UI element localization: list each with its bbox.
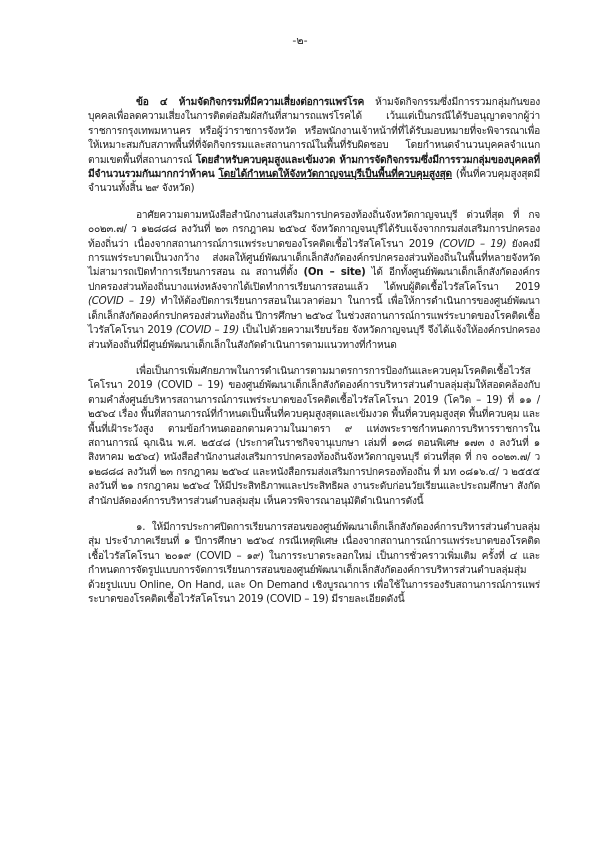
clause-4-tail: (พื้นที่ควบคุมสูงสุดมีจำนวนทั้งสิ้น ๒๙ จังหวัด): [88, 169, 540, 195]
measures-paragraph: เพื่อเป็นการเพิ่มศักยภาพในการดำเนินการตามมาตรการการป้องกันและควบคุมโรคติดเชื้อไวรัสโคโรนา 2019 (COVID – 19) ของศูนย์พัฒนาเด็กเล็กสังกัดองค์การบริหารส่วนตำบลลุ่มสุ่มให้สอดคล้องกับตามคำสั่งศูนย์บริหารสถานการณ์การแพร่ระบาดของโรคติดเชื้อไวรัสโคโรนา 2019 (โควิด – 19) ที่ ๑๑ / ๒๕๖๔ เรื่อง พื้นที่สถานการณ์ที่กำหนดเป็นพื้นที่ควบคุมสูงสุดและเข้มงวด พื้นที่ควบคุมสูงสุด พื้นที่ควบคุม และพื้นที่เฝ้าระวังสูง ตามข้อกำหนดออกตามความในมาตรา ๙ แห่งพระราชกำหนดการบริหารราชการในสถานการณ์ ฉุกเฉิน พ.ศ. ๒๕๔๘ (ประกาศในราชกิจจานุเบกษา เล่มที่ ๑๓๘ ตอนพิเศษ ๑๗๓ ง ลงวันที่ ๑ สิงหาคม ๒๕๖๔) หนังสือสำนักงานส่งเสริมการปกครองท้องถิ่นจังหวัดกาญจนบุรี ด่วนที่สุด ที่ กจ ๐๐๒๓.๗/ ว ๑๒๘๘๘ ลงวันที่ ๒๓ กรกฎาคม ๒๕๖๔ และหนังสือกรมส่งเสริมการปกครองท้องถิ่น ที่ มท ๐๘๑๖.๔/ ว ๒๕๕๕ ลงวันที่ ๒๑ กรกฎาคม ๒๕๖๔ ให้มีประสิทธิภาพและประสิทธิผล งานระดับก่อนวัยเรียนและประถมศึกษา สังกัดสำนักปลัดองค์การบริหารส่วนตำบลลุ่มสุ่ม เห็นควรพิจารณาอนุมัติดำเนินการดังนี้: [88, 365, 540, 507]
item-1-paragraph: ๑. ให้มีการประกาศปิดการเรียนการสอนของศูนย์พัฒนาเด็กเล็กสังกัดองค์การบริหารส่วนตำบลลุ่มสุ่ม ประจำภาคเรียนที่ ๑ ปีการศึกษา ๒๕๖๔ กรณีเหตุพิเศษ เนื่องจากสถานการณ์การแพร่ระบาดของโรคติดเชื้อไวรัสโคโรนา ๒๐๑๙ (COVID – ๑๙) ในการระบาดระลอกใหม่ เป็นการชั่วคราวเพิ่มเติม ครั้งที่ ๔ และกำหนดการจัดรูปแบบการจัดการเรียนการสอนของศูนย์พัฒนาเด็กเล็กสังกัดองค์การบริหารส่วนตำบลลุ่มสุ่ม ด้วยรูปแบบ Online, On Hand, และ On Demand เชิงบูรณาการ เพื่อใช้ในการรองรับสถานการณ์การแพร่ระบาดของโรคติดเชื้อไวรัสโคโรนา 2019 (COVID – 19) มีรายละเอียดดังนี้: [88, 521, 540, 605]
clause-4-heading: ข้อ ๔ ห้ามจัดกิจกรรมที่มีความเสี่ยงต่อการแพร่โรค: [136, 97, 365, 108]
page-number: -๒-: [292, 34, 308, 47]
notice-text-1: อาศัยความตามหนังสือสำนักงานส่งเสริมการปกครองท้องถิ่นจังหวัดกาญจนบุรี ด่วนที่สุด ที่ กจ ๐๐๒๓.๗/ ว ๑๒๘๘๘ ลงวันที่ ๒๓ กรกฎาคม ๒๕๖๔ จังหวัดกาญจนบุรีได้รับแจ้งจากกรมส่งเสริมการปกครองท้องถิ่นว่า เนื่องจากสถานการณ์การแพร่ระบาดของโรคติดเชื้อไวรัสโคโรนา 2019: [88, 209, 540, 250]
clause-4-underlined-rule: โดยได้กำหนดให้จังหวัดกาญจนบุรีเป็นพื้นที่ควบคุมสูงสุด: [218, 169, 452, 181]
notice-covid-2: (COVID – 19): [88, 296, 156, 308]
notice-covid-1: (COVID – 19): [439, 238, 507, 250]
clause-4-bold-rule: โดยสำหรับควบคุมสูงและเข้มงวด ห้ามการจัดกิจกรรมซึ่งมีการรวมกลุ่มของบุคคลที่มีจำนวนรวมกันมากกว่าห้าคน: [88, 154, 540, 181]
notice-text-3: ได้ อีกทั้งศูนย์พัฒนาเด็กเล็กสังกัดองค์กรปกครองส่วนท้องถิ่นบางแห่งหลังจากได้เปิดทำการเรียนการสอนแล้ว ได้พบผู้ติดเชื้อไวรัสโคโรนา 2019: [88, 267, 540, 293]
notice-paragraph: [88, 209, 540, 353]
clause-4-body: ห้ามจัดกิจกรรมซึ่งมีการรวมกลุ่มกันของบุคคลเพื่อลดความเสี่ยงในการติดต่อสัมผัสกันที่สามารถแพร่โรคได้ เว้นแต่เป็นกรณีได้รับอนุญาตจากผู้ว่าราชการกรุงเทพมหานคร หรือผู้ว่าราชการจังหวัด หรือพนักงานเจ้าหน้าที่ที่ได้รับมอบหมายที่จะพิจารณาเพื่อให้เหมาะสมกับสภาพพื้นที่ที่จัดกิจกรรมและสถานการณ์ในพื้นที่รับผิดชอบ โดยกำหนดจำนวนบุคคลจำแนกตามเขตพื้นที่สถานการณ์: [88, 97, 540, 166]
notice-text-4: ทำให้ต้องปิดการเรียนการสอนในเวลาต่อมา ในการนี้ เพื่อให้การดำเนินการของศูนย์พัฒนาเด็กเล็กสังกัดองค์กรปกครองส่วนท้องถิ่น ปีการศึกษา ๒๕๖๔ ในช่วงสถานการณ์การแพร่ระบาดของโรคติดเชื้อไวรัสโคโรนา 2019: [88, 296, 540, 337]
document-body: [88, 96, 540, 607]
notice-text-2: ยังคงมีการแพร่ระบาดเป็นวงกว้าง ส่งผลให้ศูนย์พัฒนาเด็กเล็กสังกัดองค์กรปกครองส่วนท้องถิ่นในพื้นที่หลายจังหวัดไม่สามารถเปิดทำการเรียนการสอน ณ สถานที่ตั้ง: [88, 238, 540, 279]
clause-4-paragraph: [88, 96, 540, 197]
notice-onsite: (On – site): [303, 267, 366, 279]
notice-text-5: เป็นไปด้วยความเรียบร้อย จังหวัดกาญจนบุรี จึงได้แจ้งให้องค์กรปกครองส่วนท้องถิ่นที่มีศูนย์พัฒนาเด็กเล็กในสังกัดดำเนินการตามแนวทางที่กำหนด: [88, 325, 541, 351]
notice-covid-3: (COVID – 19): [175, 325, 239, 337]
